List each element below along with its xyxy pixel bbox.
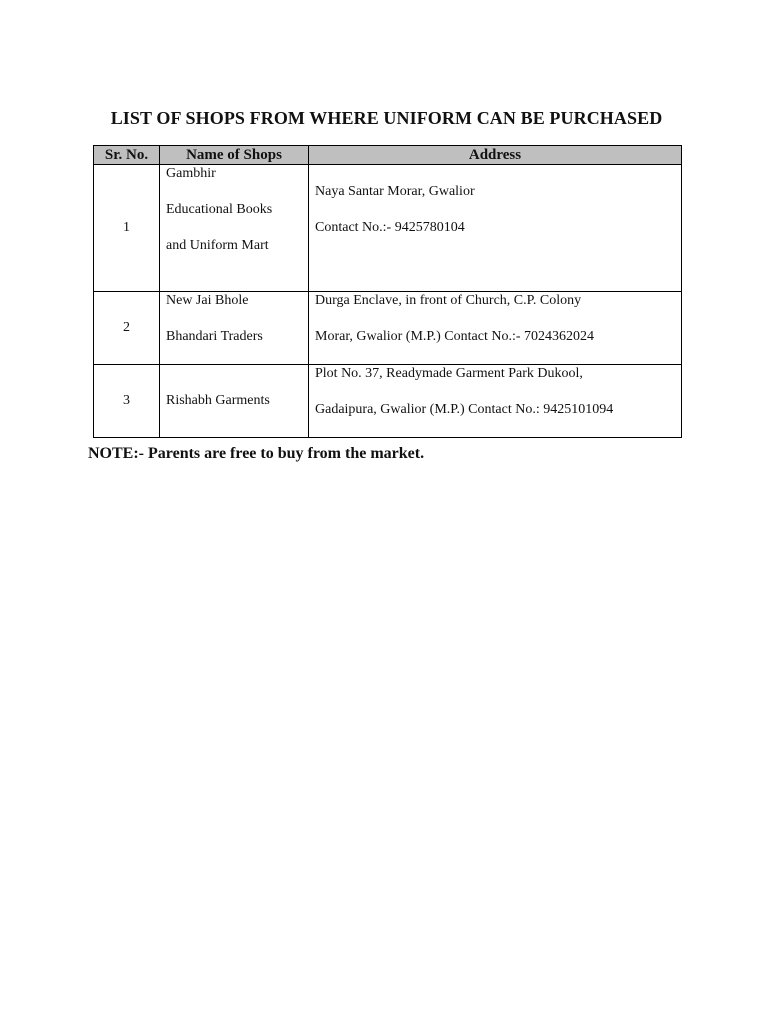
address-line: Durga Enclave, in front of Church, C.P. Colony [315,293,582,308]
shop-name-cell [160,365,309,438]
header-address: Address [309,146,682,165]
note-text: NOTE:- Parents are free to buy from the market. [88,445,425,462]
address-cell [309,365,682,438]
sr-no-cell: 3 [94,365,160,438]
shops-table [93,145,682,438]
address-line: Morar, Gwalior (M.P.) Contact No.:- 7024362024 [315,329,595,344]
shop-name-line: and Uniform Mart [166,238,269,253]
table-row [94,365,682,438]
shop-name-line: Educational Books [166,202,273,217]
address-line: Naya Santar Morar, Gwalior [315,184,475,199]
table-row [94,165,682,292]
header-sr-no: Sr. No. [94,146,160,165]
address-cell [309,292,682,365]
shop-name-line: Rishabh Garments [166,393,270,408]
table-header-row [94,146,682,165]
address-line: Plot No. 37, Readymade Garment Park Dukool, [315,366,583,381]
address-cell [309,165,682,292]
shop-name-line: Gambhir [166,166,216,181]
shop-name-cell [160,165,309,292]
shop-name-line: New Jai Bhole [166,293,249,308]
sr-no-cell: 1 [94,165,160,292]
address-line: Gadaipura, Gwalior (M.P.) Contact No.: 9425101094 [315,402,614,417]
sr-no-cell: 2 [94,292,160,365]
shop-name-cell [160,292,309,365]
header-name-of-shops: Name of Shops [160,146,309,165]
shop-name-line: Bhandari Traders [166,329,263,344]
page-title: LIST OF SHOPS FROM WHERE UNIFORM CAN BE PURCHASED [110,108,663,128]
address-line: Contact No.:- 9425780104 [315,220,465,235]
table-row [94,292,682,365]
